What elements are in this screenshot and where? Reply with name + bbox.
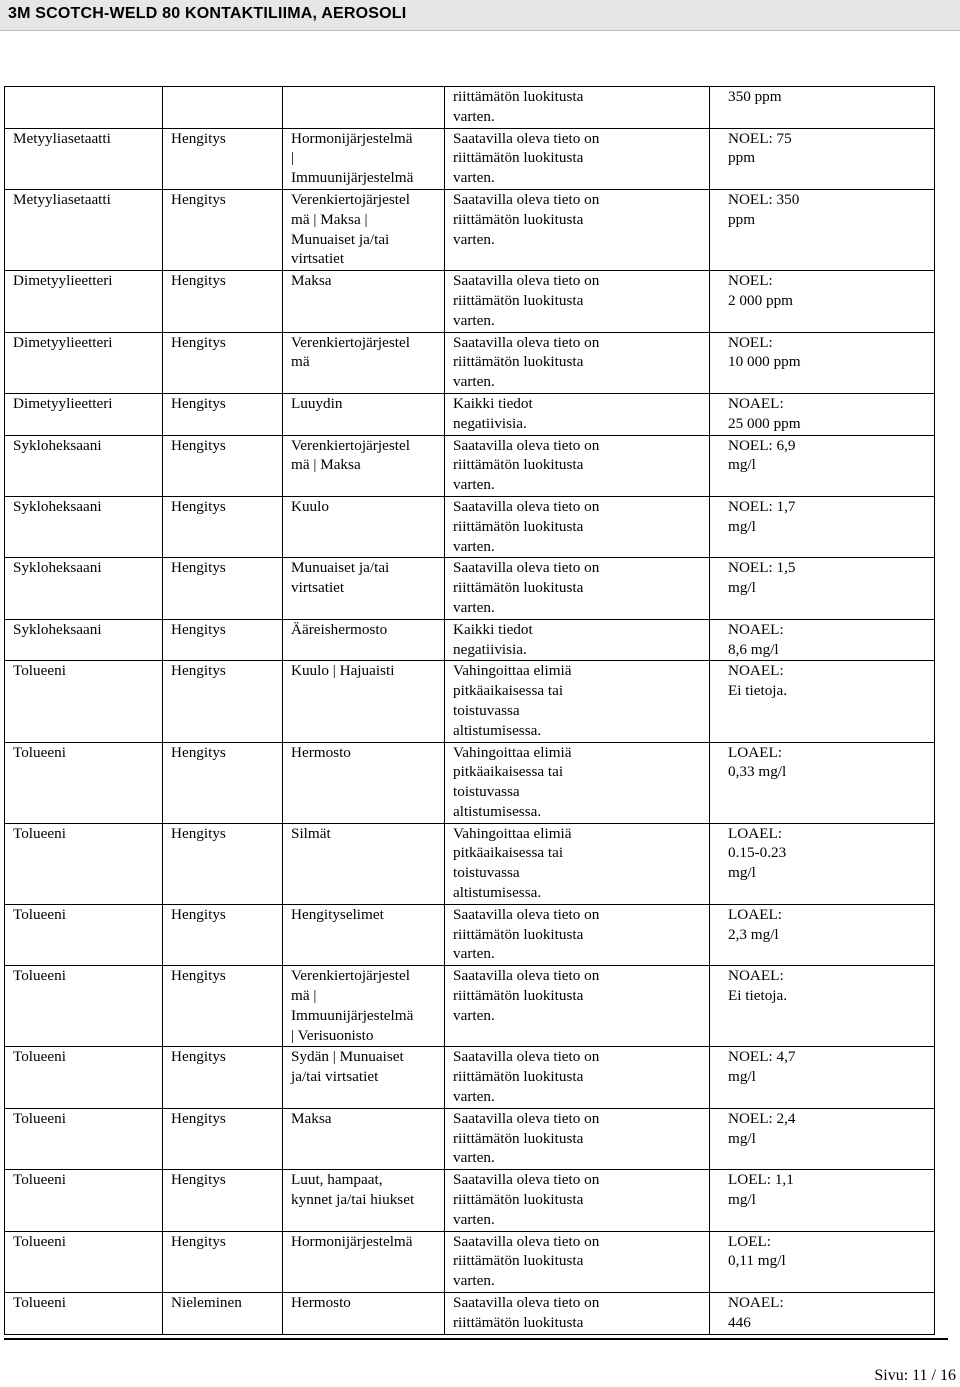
cell-line: LOEL:	[728, 1232, 772, 1250]
cell-line: Sykloheksaani	[13, 436, 102, 454]
substance-cell	[5, 1108, 163, 1169]
target-organ-cell	[283, 1170, 445, 1231]
cell-line: varten.	[453, 1149, 495, 1167]
cell-line: toistuvassa	[453, 864, 520, 882]
target-organ-cell	[283, 332, 445, 393]
cell-line: varten.	[453, 373, 495, 391]
cell-line: mg/l	[728, 1129, 756, 1147]
cell-line: virtsatiet	[291, 579, 345, 597]
cell-line: varten.	[453, 230, 495, 248]
cell-line: 2,3 mg/l	[728, 925, 779, 943]
dose-result-cell	[710, 619, 935, 661]
route-cell	[163, 128, 283, 189]
cell-line: riittämätön luokitusta	[453, 579, 584, 597]
cell-line: Saatavilla oleva tieto on	[453, 1294, 600, 1312]
assessment-cell	[445, 661, 710, 742]
cell-line: riittämätön luokitusta	[453, 1129, 584, 1147]
cell-line: 350 ppm	[728, 88, 782, 105]
dose-result-cell	[710, 823, 935, 904]
cell-line: Hengitys	[171, 272, 226, 290]
cell-line: Sykloheksaani	[13, 620, 102, 638]
cell-line: Vahingoittaa elimiä	[453, 824, 572, 842]
cell-line: NOAEL:	[728, 1294, 784, 1312]
cell-line: Verenkiertojärjestel	[291, 190, 410, 208]
cell-line: Tolueeni	[13, 743, 66, 761]
dose-result-cell	[710, 1293, 935, 1335]
cell-line: Saatavilla oleva tieto on	[453, 967, 600, 985]
assessment-cell	[445, 1108, 710, 1169]
cell-line: Verenkiertojärjestel	[291, 333, 410, 351]
cell-line: NOEL: 1,7	[728, 497, 796, 515]
cell-line	[13, 87, 162, 107]
cell-line: NOEL: 4,7	[728, 1048, 796, 1066]
cell-line: Saatavilla oleva tieto on	[453, 1171, 600, 1189]
cell-line: Hermosto	[291, 743, 351, 761]
cell-line: kynnet ja/tai hiukset	[291, 1191, 415, 1209]
cell-line: Kuulo	[291, 497, 329, 515]
cell-line: 2 000 ppm	[728, 291, 793, 309]
cell-line: Luut, hampaat,	[291, 1171, 383, 1189]
substance-cell	[5, 87, 163, 129]
route-cell	[163, 742, 283, 823]
target-organ-cell	[283, 271, 445, 332]
target-organ-cell	[283, 189, 445, 270]
toxicity-table-body	[5, 87, 935, 1335]
route-cell	[163, 332, 283, 393]
cell-line: Hengitys	[171, 436, 226, 454]
cell-line: NOEL:	[728, 333, 773, 351]
target-organ-cell	[283, 823, 445, 904]
cell-line	[291, 87, 444, 107]
target-organ-cell	[283, 87, 445, 129]
assessment-cell	[445, 1047, 710, 1108]
cell-line: riittämätön luokitusta	[453, 456, 584, 474]
cell-line: Hengitys	[171, 129, 226, 147]
cell-line: Maksa	[291, 1109, 332, 1127]
cell-line: LOEL: 1,1	[728, 1171, 794, 1189]
cell-line: Tolueeni	[13, 1109, 66, 1127]
substance-cell	[5, 128, 163, 189]
cell-line: riittämätön luokitusta	[453, 149, 584, 167]
table-row	[5, 393, 935, 435]
cell-line: Hengitys	[171, 497, 226, 515]
cell-line: varten.	[453, 945, 495, 963]
cell-line: varten.	[453, 598, 495, 616]
substance-cell	[5, 435, 163, 496]
cell-line: Tolueeni	[13, 1232, 66, 1250]
cell-line: mg/l	[728, 579, 756, 597]
cell-line: mä	[291, 353, 310, 371]
table-row	[5, 1047, 935, 1108]
cell-line: negatiivisia.	[453, 640, 527, 658]
cell-line: Hengitys	[171, 662, 226, 680]
dose-result-cell	[710, 1108, 935, 1169]
cell-line: NOEL: 6,9	[728, 436, 796, 454]
target-organ-cell	[283, 904, 445, 965]
cell-line: Hengitys	[171, 190, 226, 208]
cell-line: mg/l	[728, 517, 756, 535]
substance-cell	[5, 1293, 163, 1335]
table-row	[5, 966, 935, 1047]
cell-line: NOEL: 75	[728, 129, 792, 147]
cell-line: 8,6 mg/l	[728, 640, 779, 658]
table-row	[5, 435, 935, 496]
cell-line: Silmät	[291, 824, 331, 842]
dose-result-cell	[710, 661, 935, 742]
cell-line: mä |	[291, 987, 317, 1005]
cell-line: Sydän | Munuaiset	[291, 1048, 404, 1066]
target-organ-cell	[283, 1047, 445, 1108]
cell-line: virtsatiet	[291, 250, 345, 268]
cell-line: riittämätön luokitusta	[453, 517, 584, 535]
assessment-cell	[445, 619, 710, 661]
cell-line: ppm	[728, 210, 756, 228]
cell-line: Ei tietoja.	[728, 987, 788, 1005]
cell-line: Verenkiertojärjestel	[291, 436, 410, 454]
route-cell	[163, 435, 283, 496]
cell-line: Tolueeni	[13, 1294, 66, 1312]
target-organ-cell	[283, 496, 445, 557]
cell-line: riittämätön luokitusta	[453, 925, 584, 943]
cell-line: ppm	[728, 149, 756, 167]
cell-line: Hermosto	[291, 1294, 351, 1312]
target-organ-cell	[283, 1108, 445, 1169]
cell-line: Hengitys	[171, 824, 226, 842]
cell-line: Saatavilla oleva tieto on	[453, 905, 600, 923]
assessment-cell	[445, 1170, 710, 1231]
route-cell	[163, 87, 283, 129]
cell-line: Immuunijärjestelmä	[291, 169, 414, 187]
table-row	[5, 1293, 935, 1335]
cell-line: 0,33 mg/l	[728, 763, 787, 781]
cell-line: mä | Maksa	[291, 456, 361, 474]
substance-cell	[5, 393, 163, 435]
cell-line: varten.	[453, 537, 495, 555]
route-cell	[163, 1293, 283, 1335]
assessment-cell	[445, 87, 710, 129]
cell-line: pitkäaikaisessa tai	[453, 682, 564, 700]
route-cell	[163, 619, 283, 661]
cell-line: Kaikki tiedot	[453, 620, 533, 638]
dose-result-cell	[710, 271, 935, 332]
dose-result-cell	[710, 435, 935, 496]
cell-line: toistuvassa	[453, 701, 520, 719]
cell-line: Immuunijärjestelmä	[291, 1006, 414, 1024]
cell-line: mä | Maksa |	[291, 210, 368, 228]
cell-line: varten.	[453, 311, 495, 329]
substance-cell	[5, 271, 163, 332]
cell-line: 10 000 ppm	[728, 353, 801, 371]
assessment-cell	[445, 128, 710, 189]
cell-line: NOEL: 350	[728, 190, 800, 208]
substance-cell	[5, 1047, 163, 1108]
cell-line: varten.	[453, 169, 495, 187]
dose-result-cell	[710, 904, 935, 965]
route-cell	[163, 558, 283, 619]
target-organ-cell	[283, 128, 445, 189]
cell-line: mg/l	[728, 1191, 756, 1209]
target-organ-cell	[283, 966, 445, 1047]
cell-line: NOAEL:	[728, 620, 784, 638]
cell-line: Hormonijärjestelmä	[291, 1232, 413, 1250]
cell-line: Metyyliasetaatti	[13, 129, 111, 147]
cell-line: Hengitys	[171, 967, 226, 985]
cell-line: Tolueeni	[13, 824, 66, 842]
cell-line: Saatavilla oleva tieto on	[453, 436, 600, 454]
assessment-cell	[445, 496, 710, 557]
assessment-cell	[445, 558, 710, 619]
table-row	[5, 496, 935, 557]
cell-line: 0.15-0.23	[728, 844, 787, 862]
target-organ-cell	[283, 1293, 445, 1335]
cell-line: riittämätön luokitusta	[453, 1252, 584, 1270]
cell-line: Hengitys	[171, 333, 226, 351]
assessment-cell	[445, 271, 710, 332]
cell-line: NOEL: 1,5	[728, 559, 796, 577]
cell-line: Saatavilla oleva tieto on	[453, 559, 600, 577]
target-organ-cell	[283, 619, 445, 661]
route-cell	[163, 1047, 283, 1108]
dose-result-cell	[710, 966, 935, 1047]
substance-cell	[5, 558, 163, 619]
cell-line: |	[291, 149, 295, 167]
cell-line: altistumisessa.	[453, 802, 542, 820]
cell-line: Saatavilla oleva tieto on	[453, 1232, 600, 1250]
substance-cell	[5, 904, 163, 965]
dose-result-cell	[710, 496, 935, 557]
cell-line: Saatavilla oleva tieto on	[453, 497, 600, 515]
cell-line: | Verisuonisto	[291, 1026, 374, 1044]
assessment-cell	[445, 393, 710, 435]
cell-line: Hengitys	[171, 559, 226, 577]
cell-line: Sykloheksaani	[13, 497, 102, 515]
dose-result-cell	[710, 1170, 935, 1231]
cell-line: Munuaiset ja/tai	[291, 230, 390, 248]
cell-line: altistumisessa.	[453, 721, 542, 739]
toxicity-table	[4, 86, 935, 1335]
cell-line: 446	[728, 1313, 751, 1331]
dose-result-cell	[710, 189, 935, 270]
cell-line: Ääreishermosto	[291, 620, 388, 638]
table-row	[5, 742, 935, 823]
cell-line: Hengitys	[171, 743, 226, 761]
cell-line: Hengityselimet	[291, 905, 384, 923]
cell-line: Hengitys	[171, 1232, 226, 1250]
assessment-cell	[445, 823, 710, 904]
cell-line: Saatavilla oleva tieto on	[453, 333, 600, 351]
cell-line: Tolueeni	[13, 1171, 66, 1189]
dose-result-cell	[710, 87, 935, 129]
cell-line: Saatavilla oleva tieto on	[453, 190, 600, 208]
cell-line: varten.	[453, 107, 495, 125]
footer-divider	[4, 1338, 948, 1340]
cell-line: Vahingoittaa elimiä	[453, 662, 572, 680]
substance-cell	[5, 661, 163, 742]
cell-line: Dimetyylieetteri	[13, 394, 113, 412]
table-row	[5, 1170, 935, 1231]
page-number: Sivu: 11 / 16	[874, 1367, 956, 1384]
table-row	[5, 1231, 935, 1292]
substance-cell	[5, 742, 163, 823]
target-organ-cell	[283, 435, 445, 496]
cell-line: negatiivisia.	[453, 414, 527, 432]
cell-line: Tolueeni	[13, 905, 66, 923]
cell-line: NOEL: 2,4	[728, 1109, 796, 1127]
cell-line: riittämätön luokitusta	[453, 1313, 584, 1331]
cell-line: altistumisessa.	[453, 884, 542, 902]
route-cell	[163, 496, 283, 557]
cell-line: Tolueeni	[13, 967, 66, 985]
table-row	[5, 558, 935, 619]
substance-cell	[5, 332, 163, 393]
cell-line: Ei tietoja.	[728, 682, 788, 700]
cell-line: riittämätön luokitusta	[453, 987, 584, 1005]
dose-result-cell	[710, 1231, 935, 1292]
cell-line: Luuydin	[291, 394, 343, 412]
cell-line	[171, 87, 282, 107]
table-row	[5, 1108, 935, 1169]
route-cell	[163, 904, 283, 965]
table-row	[5, 619, 935, 661]
cell-line: NOAEL:	[728, 662, 784, 680]
route-cell	[163, 661, 283, 742]
cell-line: Saatavilla oleva tieto on	[453, 129, 600, 147]
cell-line: Saatavilla oleva tieto on	[453, 1109, 600, 1127]
cell-line: Saatavilla oleva tieto on	[453, 1048, 600, 1066]
dose-result-cell	[710, 393, 935, 435]
document-header	[0, 0, 960, 31]
assessment-cell	[445, 1231, 710, 1292]
cell-line: Maksa	[291, 272, 332, 290]
target-organ-cell	[283, 1231, 445, 1292]
assessment-cell	[445, 966, 710, 1047]
substance-cell	[5, 496, 163, 557]
cell-line: LOAEL:	[728, 743, 782, 761]
cell-line: varten.	[453, 476, 495, 494]
cell-line: Hengitys	[171, 905, 226, 923]
cell-line: Nieleminen	[171, 1294, 242, 1312]
cell-line: LOAEL:	[728, 824, 782, 842]
assessment-cell	[445, 332, 710, 393]
dose-result-cell	[710, 128, 935, 189]
cell-line: mg/l	[728, 864, 756, 882]
cell-line: NOAEL:	[728, 967, 784, 985]
cell-line: Metyyliasetaatti	[13, 190, 111, 208]
cell-line: riittämätön luokitusta	[453, 1191, 584, 1209]
document-title: 3M SCOTCH-WELD 80 KONTAKTILIIMA, AEROSOLI	[8, 5, 407, 22]
cell-line: pitkäaikaisessa tai	[453, 844, 564, 862]
cell-line: varten.	[453, 1272, 495, 1290]
route-cell	[163, 1231, 283, 1292]
substance-cell	[5, 189, 163, 270]
substance-cell	[5, 1170, 163, 1231]
target-organ-cell	[283, 558, 445, 619]
dose-result-cell	[710, 1047, 935, 1108]
cell-line: Hengitys	[171, 1171, 226, 1189]
cell-line: Vahingoittaa elimiä	[453, 743, 572, 761]
cell-line: Tolueeni	[13, 1048, 66, 1066]
cell-line: pitkäaikaisessa tai	[453, 763, 564, 781]
assessment-cell	[445, 189, 710, 270]
assessment-cell	[445, 742, 710, 823]
cell-line: Munuaiset ja/tai	[291, 559, 390, 577]
cell-line: riittämätön luokitusta	[453, 353, 584, 371]
cell-line: riittämätön luokitusta	[453, 88, 584, 105]
cell-line: riittämätön luokitusta	[453, 1068, 584, 1086]
dose-result-cell	[710, 558, 935, 619]
cell-line: Dimetyylieetteri	[13, 333, 113, 351]
cell-line: ja/tai virtsatiet	[291, 1068, 379, 1086]
cell-line: 0,11 mg/l	[728, 1252, 786, 1270]
cell-line: mg/l	[728, 456, 756, 474]
route-cell	[163, 271, 283, 332]
cell-line: Kuulo | Hajuaisti	[291, 662, 395, 680]
cell-line: toistuvassa	[453, 783, 520, 801]
cell-line: varten.	[453, 1210, 495, 1228]
route-cell	[163, 966, 283, 1047]
table-row	[5, 823, 935, 904]
table-row	[5, 271, 935, 332]
cell-line: Kaikki tiedot	[453, 394, 533, 412]
cell-line: Sykloheksaani	[13, 559, 102, 577]
assessment-cell	[445, 1293, 710, 1335]
cell-line: mg/l	[728, 1068, 756, 1086]
assessment-cell	[445, 904, 710, 965]
cell-line: Tolueeni	[13, 662, 66, 680]
table-row	[5, 904, 935, 965]
cell-line: Saatavilla oleva tieto on	[453, 272, 600, 290]
target-organ-cell	[283, 742, 445, 823]
cell-line: riittämätön luokitusta	[453, 291, 584, 309]
dose-result-cell	[710, 332, 935, 393]
cell-line: varten.	[453, 1006, 495, 1024]
route-cell	[163, 1108, 283, 1169]
cell-line: Hengitys	[171, 1109, 226, 1127]
cell-line: riittämätön luokitusta	[453, 210, 584, 228]
assessment-cell	[445, 435, 710, 496]
route-cell	[163, 189, 283, 270]
substance-cell	[5, 823, 163, 904]
cell-line: Hengitys	[171, 394, 226, 412]
cell-line: Hengitys	[171, 1048, 226, 1066]
table-row	[5, 189, 935, 270]
substance-cell	[5, 966, 163, 1047]
route-cell	[163, 823, 283, 904]
dose-result-cell	[710, 742, 935, 823]
cell-line: NOEL:	[728, 272, 773, 290]
table-row	[5, 661, 935, 742]
table-row	[5, 332, 935, 393]
substance-cell	[5, 619, 163, 661]
cell-line: Hormonijärjestelmä	[291, 129, 413, 147]
target-organ-cell	[283, 393, 445, 435]
substance-cell	[5, 1231, 163, 1292]
route-cell	[163, 1170, 283, 1231]
target-organ-cell	[283, 661, 445, 742]
cell-line: Verenkiertojärjestel	[291, 967, 410, 985]
table-row	[5, 128, 935, 189]
cell-line: NOAEL:	[728, 394, 784, 412]
cell-line: LOAEL:	[728, 905, 782, 923]
table-row	[5, 87, 935, 129]
cell-line: 25 000 ppm	[728, 414, 801, 432]
cell-line: varten.	[453, 1088, 495, 1106]
route-cell	[163, 393, 283, 435]
cell-line: Hengitys	[171, 620, 226, 638]
cell-line: Dimetyylieetteri	[13, 272, 113, 290]
